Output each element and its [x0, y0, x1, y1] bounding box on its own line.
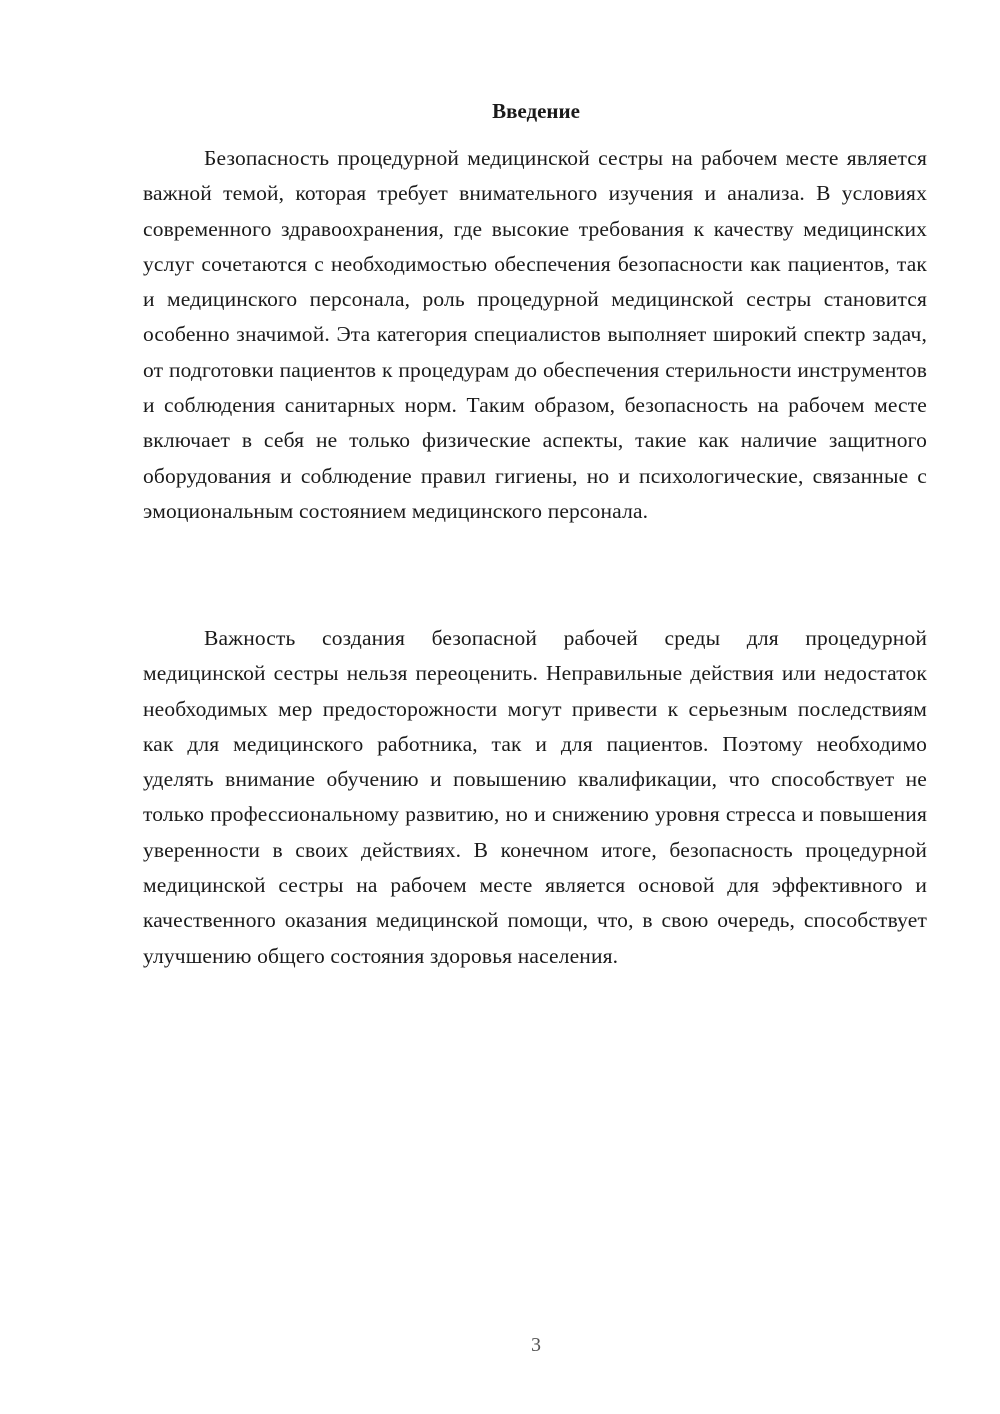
- page-title: Введение: [492, 99, 580, 123]
- paragraph-2: Важность создания безопасной рабочей среды для процедурной медицинской сестры нельзя переоценить. Неправильные действия или недостаток необходимых мер предосторожности могут привести к серьезным последствиям как для медицинского работника, так и для пациентов. Поэтому необходимо уделять внимание обучению и повышению квалификации, что способствует не только профессиональному развитию, но и снижению уровня стресса и повышения уверенности в своих действиях. В конечном итоге, безопасность процедурной медицинской сестры на рабочем месте является основой для эффективного и качественного оказания медицинской помощи, что, в свою очередь, способствует улучшению общего состояния здоровья населения.: [143, 626, 927, 968]
- page-number: 3: [531, 1334, 541, 1356]
- paragraph-1: Безопасность процедурной медицинской сестры на рабочем месте является важной темой, которая требует внимательного изучения и анализа. В условиях современного здравоохранения, где высокие требования к качеству медицинских услуг сочетаются с необходимостью обеспечения безопасности как пациентов, так и медицинского персонала, роль процедурной медицинской сестры становится особенно значимой. Эта категория специалистов выполняет широкий спектр задач, от подготовки пациентов к процедурам до обеспечения стерильности инструментов и соблюдения санитарных норм. Таким образом, безопасность на рабочем месте включает в себя не только физические аспекты, такие как наличие защитного оборудования и соблюдение правил гигиены, но и психологические, связанные с эмоциональным состоянием медицинского персонала.: [143, 146, 927, 523]
